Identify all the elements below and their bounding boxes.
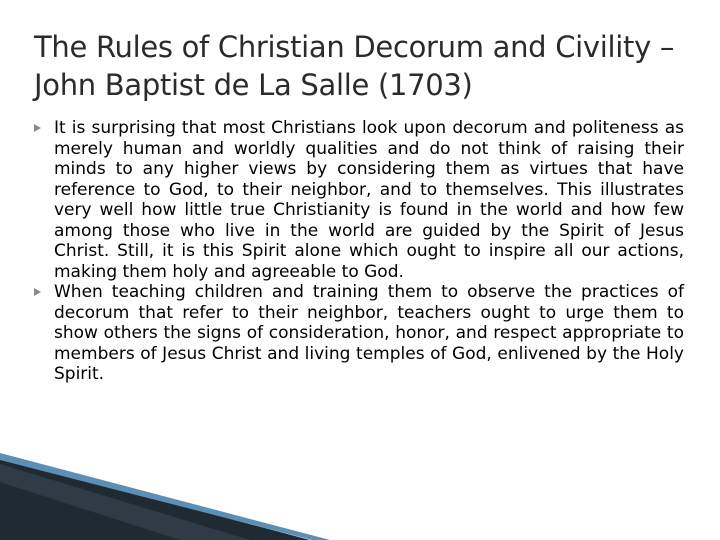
bullet-paragraph-1 (34, 118, 684, 282)
bottom-swoosh-decoration (0, 440, 720, 540)
bullet-paragraph-2 (34, 282, 684, 385)
paragraph-text-2: When teaching children and training them to observe the practices of decorum that refer to their neighbor, teachers ought to urge them to show others the signs of consideration, honor, and respect appropriate to members of Jesus Christ and living temples of God, enlivened by the Holy Spirit. (54, 282, 684, 384)
triangle-bullet-icon (34, 124, 41, 132)
slide-title: The Rules of Christian Decorum and Civility – John Baptist de La Salle (1703) (34, 30, 675, 102)
slide-body (34, 118, 684, 385)
triangle-bullet-icon (34, 288, 41, 296)
paragraph-text-1: It is surprising that most Christians look upon decorum and politeness as merely human and worldly qualities and do not think of raising their minds to any higher views by considering them as virtues that have reference to God, to their neighbor, and to themselves. This illustrates very well how little true Christianity is found in the world and how few among those who live in the world are guided by the Spirit of Jesus Christ. Still, it is this Spirit alone which ought to inspire all our actions, making them holy and agreeable to God. (54, 118, 684, 282)
